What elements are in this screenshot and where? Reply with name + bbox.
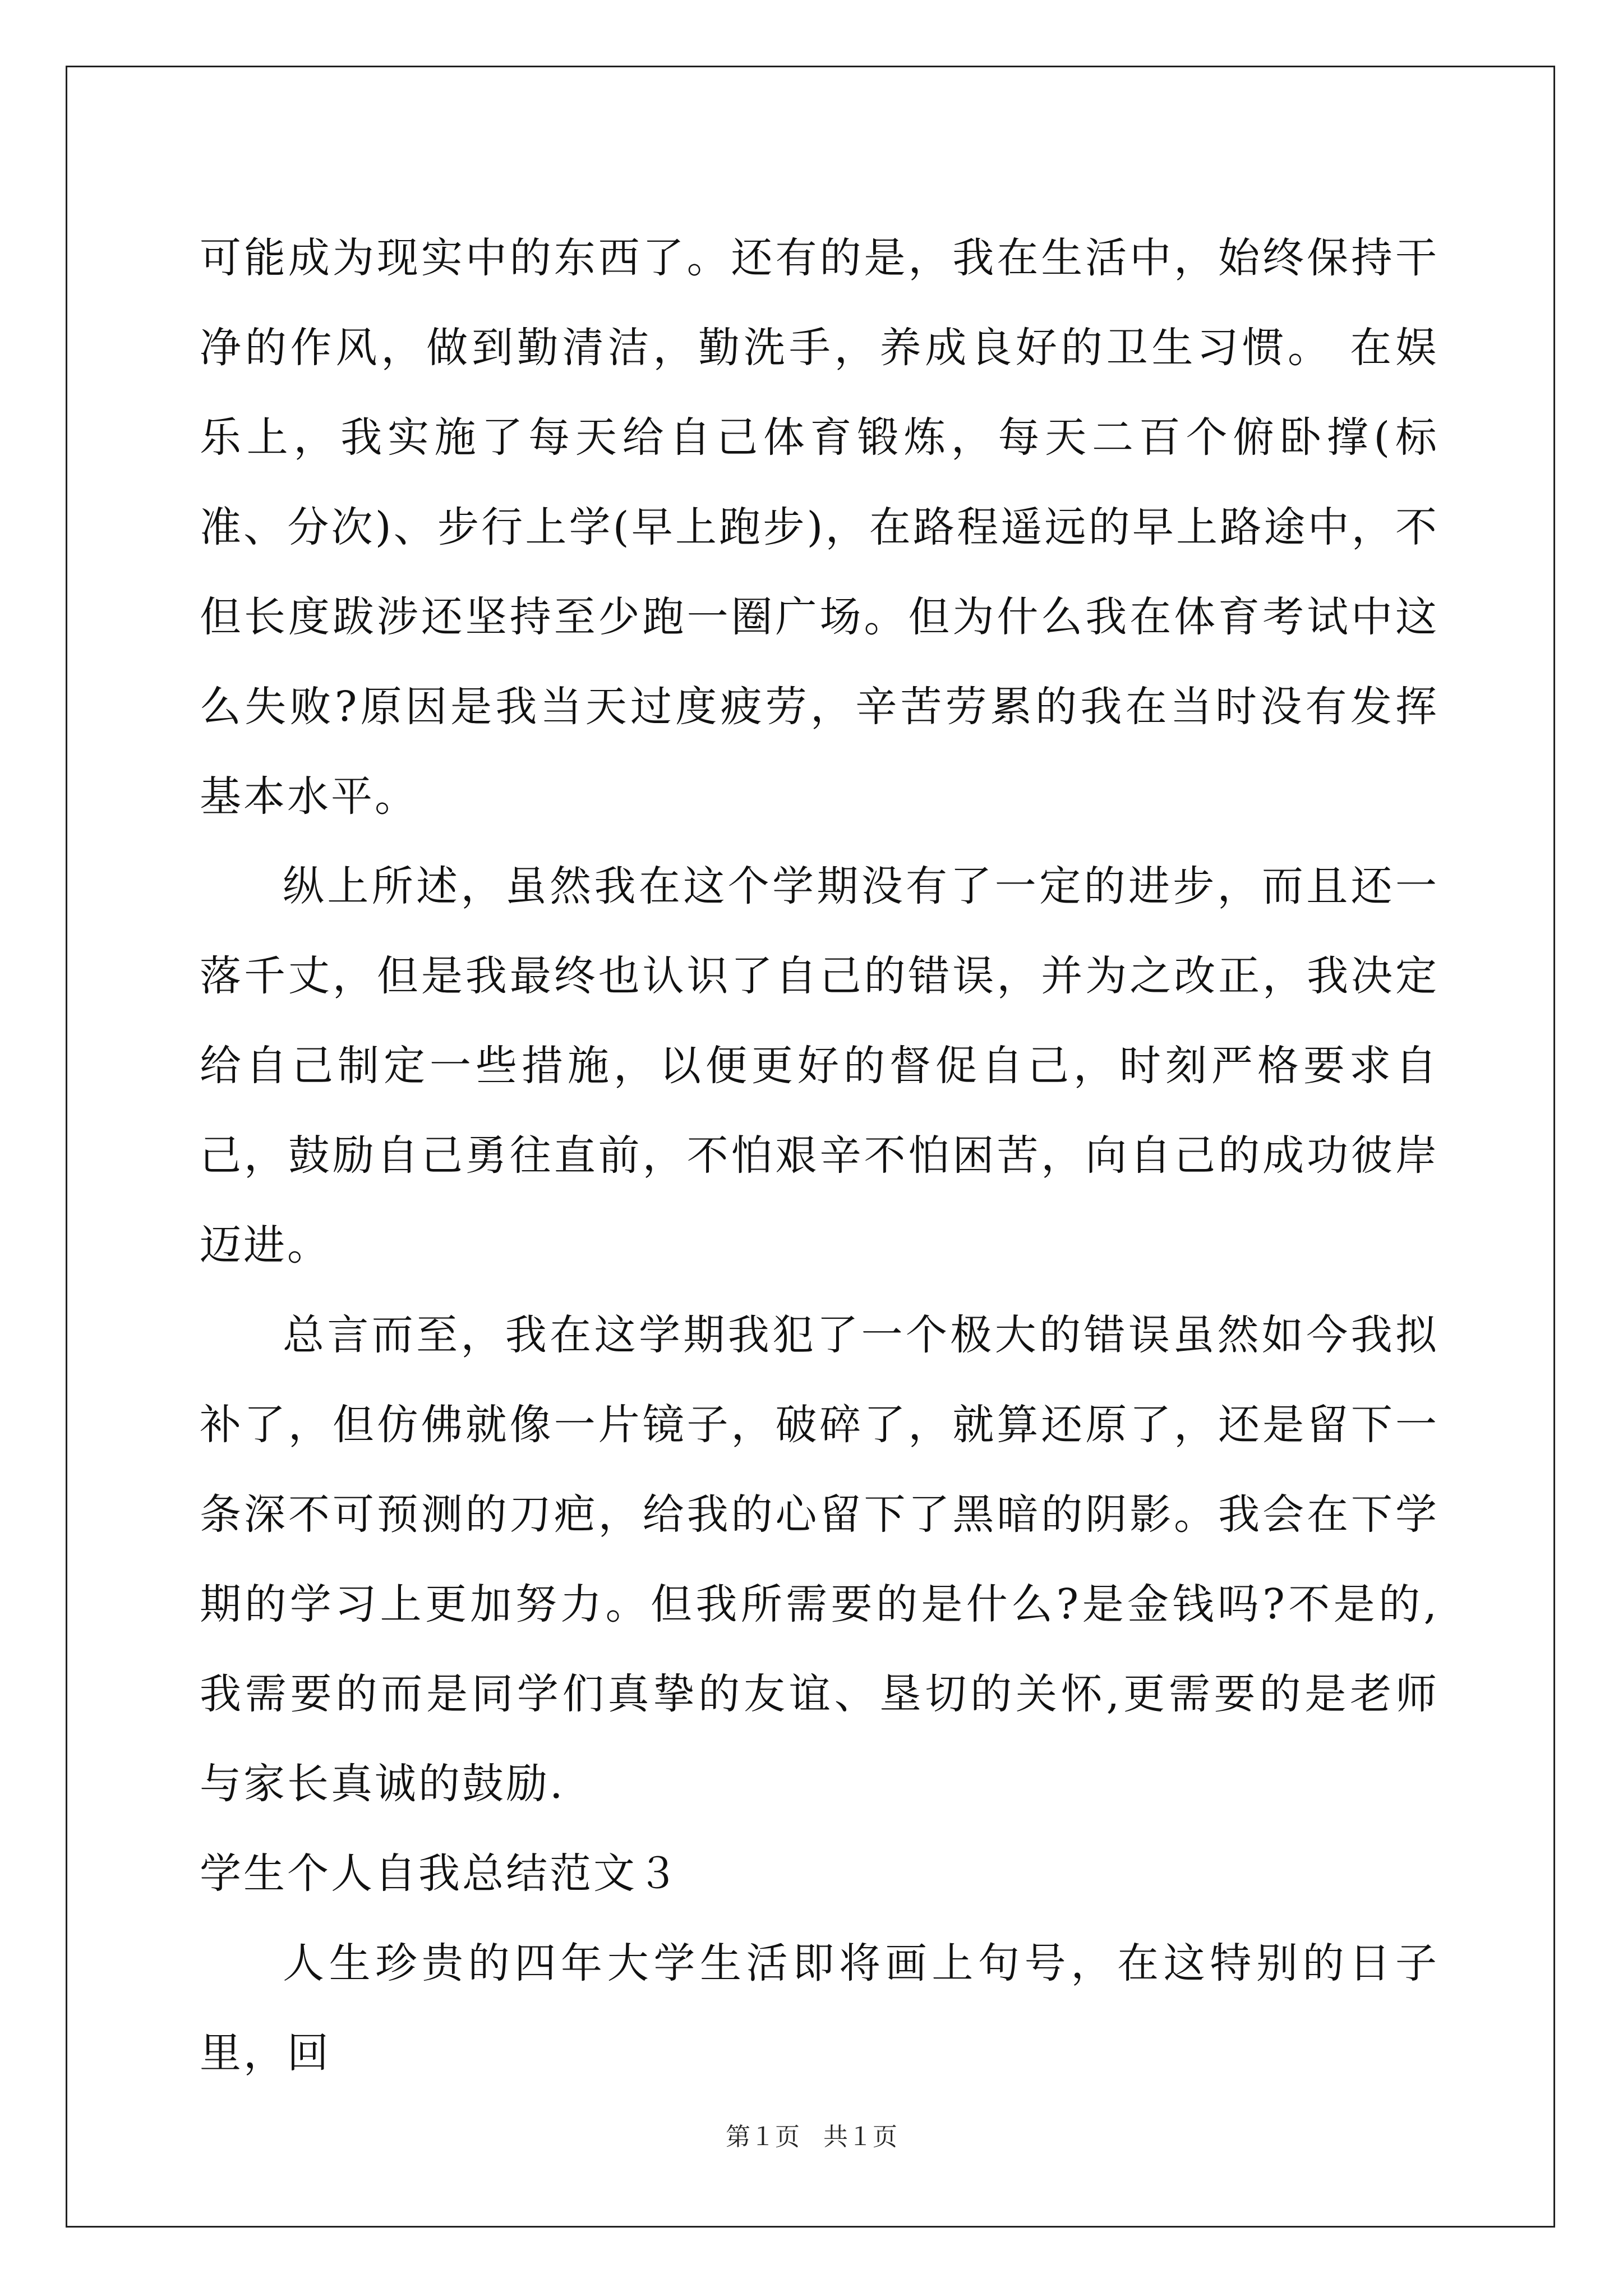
document-body — [200, 213, 1439, 2098]
paragraph-3: 总言而至，我在这学期我犯了一个极大的错误虽然如今我拟补了，但仿佛就像一片镜子，破碎了，就算还原了，还是留下一条深不可预测的刀疤，给我的心留下了黑暗的阴影。我会在下学期的学习上更加努力。但我所需要的是什么?是金钱吗?不是的,我需要的而是同学们真挚的友谊、垦切的关怀,更需要的是老师与家长真诚的鼓励. — [200, 1311, 1439, 1808]
paragraph-2: 纵上所述，虽然我在这个学期没有了一定的进步，而且还一落千丈，但是我最终也认识了自己的错误，并为之改正，我决定给自己制定一些措施，以便更好的督促自己，时刻严格要求自己，鼓励自己勇往直前，不怕艰辛不怕困苦，向自己的成功彼岸迈进。 — [200, 862, 1439, 1269]
section-heading: 学生个人自我总结范文３ — [200, 1849, 681, 1898]
paragraph-4: 人生珍贵的四年大学生活即将画上句号，在这特别的日子里，回 — [200, 1939, 1439, 2077]
paragraph-1: 可能成为现实中的东西了。还有的是，我在生活中，始终保持干净的作风，做到勤清洁，勤洗手，养成良好的卫生习惯。 在娱乐上，我实施了每天给自己体育锻炼，每天二百个俯卧撑(标准、分次)、步行上学(早上跑步)，在路程遥远的早上路途中，不但长度跋涉还坚持至少跑一圈广场。但为什么我在体育考试中这么失败?原因是我当天过度疲劳，辛苦劳累的我在当时没有发挥基本水平。 — [200, 234, 1439, 821]
page-number: 第１页 — [726, 2123, 800, 2151]
page-footer — [0, 2120, 1623, 2154]
page-total: 共１页 — [823, 2123, 897, 2151]
